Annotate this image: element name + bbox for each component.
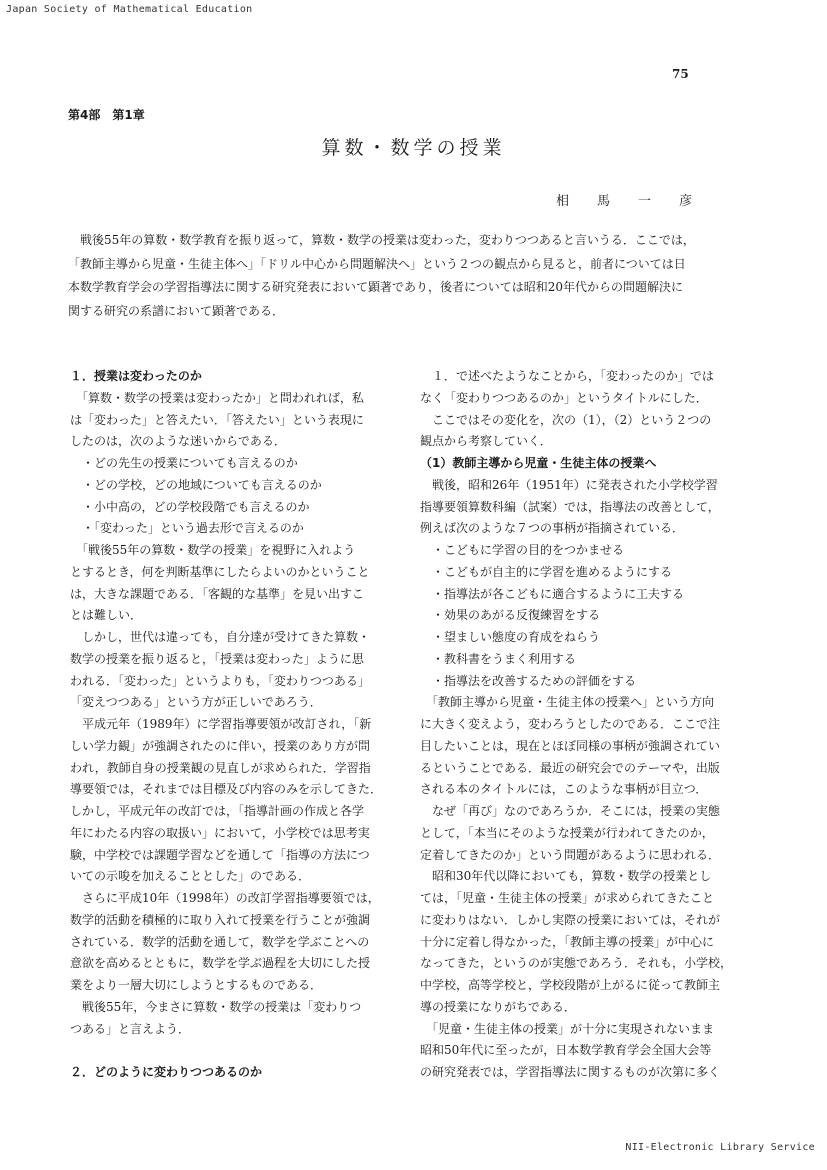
paragraph-gap xyxy=(70,1040,395,1062)
body-line: は，大きな課題である．「客観的な基準」を見い出すこ xyxy=(70,586,365,601)
body-line: 「戦後55年の算数・数学の授業」を視野に入れよう xyxy=(70,543,356,557)
body-line: とは難しい． xyxy=(70,608,143,623)
body-line: ・指導法が各こどもに適合するように工夫する xyxy=(420,586,685,601)
body-line: ・望ましい態度の育成をねらう xyxy=(420,630,601,644)
library-service-footer: NII-Electronic Library Service xyxy=(625,1142,815,1153)
body-line: るということである．最近の研究会でのテーマや，出版 xyxy=(420,760,720,775)
chapter-label: 第4部 第1章 xyxy=(68,108,145,122)
society-header: Japan Society of Mathematical Education xyxy=(6,4,253,15)
body-line: 「算数・数学の授業は変わったか」と問われれば，私 xyxy=(70,390,364,405)
body-line: われる．「変わった」というよりも，「変わりつつある」 xyxy=(70,673,370,688)
body-line: 導要領では，それまでは目標及び内容のみを示してきた． xyxy=(70,782,383,797)
abstract xyxy=(68,229,752,323)
body-line: 「変えつつある」という方が正しいであろう． xyxy=(70,695,322,710)
body-line: とするとき，何を判断基準にしたらよいのかということ xyxy=(70,564,370,579)
section-heading: ２．どのように変わりつつあるのか xyxy=(70,1065,263,1079)
body-line: ここではその変化を，次の（1），（2）という２つの xyxy=(420,412,712,427)
body-line: 数学の授業を振り返ると，「授業は変わった」ように思 xyxy=(70,651,364,666)
body-line: 「教師主導から児童・生徒主体の授業へ」という方向 xyxy=(420,695,715,710)
body-line: しい学力観」が強調されたのに伴い，授業のあり方が問 xyxy=(70,738,371,753)
body-line: として，「本当にそのような授業が行われてきたのか， xyxy=(420,825,714,840)
body-line: ・どの先生の授業についても言えるのか xyxy=(70,456,298,470)
body-line: ・指導法を改善するための評価をする xyxy=(420,673,637,688)
abstract-line: 「教師主導から児童・生徒主体へ」「ドリル中心から問題解決へ」という２つの観点から見ると，前者については日 xyxy=(68,256,686,271)
body-line: 例えば次のような７つの事柄が指摘されている． xyxy=(420,521,685,536)
section-heading: １．授業は変わったのか xyxy=(70,369,202,383)
body-line: 導の授業になりがちである． xyxy=(420,999,576,1014)
body-line: 昭和30年代以降においても，算数・数学の授業とし xyxy=(420,869,712,884)
abstract-line: 戦後55年の算数・数学教育を振り返って，算数・数学の授業は変わった，変わりつつあると言いうる．ここでは， xyxy=(68,233,695,247)
body-line: ては，「児童・生徒主体の授業」が求められてきたこと xyxy=(420,891,715,905)
body-line: 意欲を高めるとともに，数学を学ぶ過程を大切にした授 xyxy=(70,956,371,971)
body-line: いての示唆を加えることとした」のである． xyxy=(70,869,311,884)
body-line: 験，中学校では課題学習などを通して「指導の方法につ xyxy=(70,847,370,862)
right-column xyxy=(420,366,746,1084)
body-line: ・効果のあがる反復練習をする xyxy=(420,608,601,623)
body-line: 目したいことは，現在とほぼ同様の事柄が強調されてい xyxy=(420,738,721,753)
author-name: 相馬一彦 xyxy=(556,194,721,209)
body-line: しかし，平成元年の改訂では，「指導計画の作成と各学 xyxy=(70,804,365,818)
body-line: の研究発表では，学習指導法に関するものが次第に多く xyxy=(420,1065,721,1079)
body-line: に大きく変えよう，変わろうとしたのである．ここで注 xyxy=(420,717,721,731)
body-line: 平成元年（1989年）に学習指導要領が改訂され，「新 xyxy=(70,717,372,731)
body-line: 定着してきたのか」という問題があるように思われる． xyxy=(420,847,721,862)
abstract-line: 本数学教育学会の学習指導法に関する研究発表において顕著であり，後者については昭和20年代からの問題解決に xyxy=(68,280,684,294)
body-line: しかし，世代は違っても，自分達が受けてきた算数・ xyxy=(70,630,371,644)
body-line: 数学的活動を積極的に取り入れて授業を行うことが強調 xyxy=(70,912,371,927)
body-line: される本のタイトルには，このような事柄が目立つ． xyxy=(420,782,708,797)
body-line: なく「変わりつつあるのか」というタイトルにした． xyxy=(420,390,708,405)
page-number: 75 xyxy=(672,67,689,81)
body-line: ・こどもに学習の目的をつかませる xyxy=(420,543,625,557)
abstract-line: 関する研究の系譜において顕著である． xyxy=(68,303,285,318)
body-line: 指導要領算数科編（試案）では，指導法の改善として， xyxy=(420,499,720,514)
body-line: ・教科書をうまく利用する xyxy=(420,651,577,666)
body-line: されている．数学的活動を通して，数学を学ぶことへの xyxy=(70,934,370,949)
left-column xyxy=(70,366,395,1084)
article-title: 算数・数学の授業 xyxy=(321,137,506,159)
body-line: 戦後55年，今まさに算数・数学の授業は「変わりつ xyxy=(70,999,362,1014)
body-line: なぜ「再び」なのであろうか．そこには，授業の実態 xyxy=(420,804,721,818)
body-line: つある」と言えよう． xyxy=(70,1021,191,1036)
body-line: ・どの学校，どの地域についても言えるのか xyxy=(70,477,322,492)
body-line: 業をより一層大切にしようとするものである． xyxy=(70,978,323,992)
body-line: 年にわたる内容の取扱い」において，小学校では思考実 xyxy=(70,825,370,840)
body-line: ・「変わった」という過去形で言えるのか xyxy=(70,521,304,536)
body-line: 十分に定着し得なかった，「教師主導の授業」が中心に xyxy=(420,934,715,949)
body-line: さらに平成10年（1998年）の改訂学習指導要領では， xyxy=(70,891,380,905)
body-line: 「児童・生徒主体の授業」が十分に実現されないまま xyxy=(420,1021,715,1036)
body-line: なってきた，というのが実態であろう．それも，小学校， xyxy=(420,956,733,971)
body-line: 昭和50年代に至ったが，日本数学教育学会全国大会等 xyxy=(420,1043,712,1058)
body-line: ・小中高の，どの学校段階でも言えるのか xyxy=(70,499,310,514)
subsection-heading: （1）教師主導から児童・生徒主体の授業へ xyxy=(420,456,657,470)
body-line: は「変わった」と答えたい．「答えたい」という表現に xyxy=(70,412,364,427)
body-line: １．で述べたようなことから，「変わったのか」では xyxy=(420,369,714,383)
body-line: ・こどもが自主的に学習を進めるようにする xyxy=(420,564,673,579)
body-line: 中学校，高等学校と，学校段階が上がるに従って教師主 xyxy=(420,978,721,992)
body-line: したのは，次のような迷いからである． xyxy=(70,434,286,449)
body-line: 観点から考察していく． xyxy=(420,434,552,449)
body-line: 戦後，昭和26年（1951年）に発表された小学校学習 xyxy=(420,477,718,492)
body-line: われ，教師自身の授業観の見直しが求められた．学習指 xyxy=(70,760,371,775)
body-line: に変わりはない．しかし実際の授業においては，それが xyxy=(420,912,721,927)
